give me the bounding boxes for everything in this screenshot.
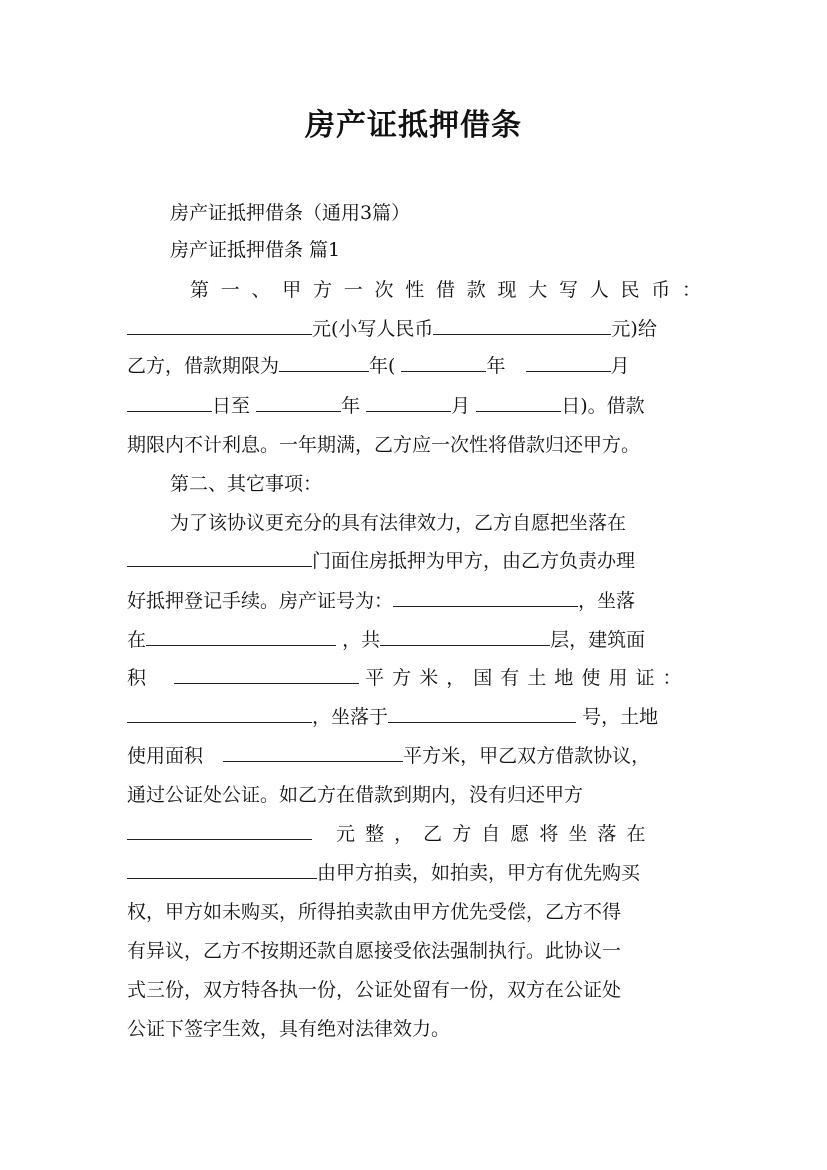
blank-floors — [380, 627, 550, 646]
text-frag: 积 — [127, 667, 147, 689]
text-line-14: 通过公证处公证。如乙方在借款到期内，没有归还甲方 — [127, 784, 584, 806]
text-frag: 年( — [369, 355, 396, 377]
text-frag: 元)给 — [611, 318, 657, 340]
text-line-8 — [127, 548, 701, 574]
text-line-9 — [127, 588, 701, 614]
text-frag: 在 — [127, 629, 147, 651]
text-line-10 — [127, 627, 701, 653]
text-line-4 — [127, 393, 701, 419]
text-line-13 — [127, 743, 701, 769]
text-line-12 — [127, 704, 701, 730]
text-line-1: 第 一 、 甲 方 一 次 性 借 款 现 大 写 人 民 币 ： — [190, 279, 701, 301]
text-line-20: 公证下签字生效，具有绝对法律效力。 — [127, 1018, 451, 1040]
blank-start-year — [401, 353, 486, 372]
text-frag: 门面住房抵押为甲方，由乙方负责办理 — [312, 550, 636, 572]
text-line-11 — [127, 665, 701, 691]
text-frag: 年 — [341, 395, 361, 417]
text-frag: 由甲方拍卖，如拍卖，甲方有优先购买 — [317, 862, 641, 884]
blank-start-month — [526, 353, 611, 372]
text-frag: 元(小写人民币 — [312, 318, 434, 340]
text-frag: 月 — [451, 395, 471, 417]
text-line-17: 权，甲方如未购买，所得拍卖款由甲方优先受偿，乙方不得 — [127, 901, 622, 923]
text-frag: 年 — [486, 355, 506, 377]
blank-end-month — [366, 393, 451, 412]
text-line-3 — [127, 353, 701, 379]
document-title: 房产证抵押借条 — [305, 108, 522, 143]
blank-years — [279, 353, 369, 372]
blank-outstanding-amount — [127, 821, 312, 840]
blank-floor-area — [174, 665, 359, 684]
text-frag: 使用面积 — [127, 745, 204, 767]
blank-end-year — [256, 393, 341, 412]
blank-auction-property — [127, 860, 317, 879]
text-frag: 元 整 ， 乙 方 自 愿 将 坐 落 在 — [336, 823, 648, 845]
text-line-7: 为了该协议更充分的具有法律效力，乙方自愿把坐落在 — [170, 512, 627, 534]
text-frag: 日至 — [212, 395, 251, 417]
text-line-18: 有异议，乙方不按期还款自愿接受依法强制执行。此协议一 — [127, 940, 622, 962]
blank-property-location — [127, 548, 312, 567]
text-frag: 平 方 米 ， 国 有 土 地 使 用 证 ： — [365, 667, 683, 689]
blank-address — [146, 627, 336, 646]
blank-amount-figures — [433, 316, 611, 335]
document-subtitle: 房产证抵押借条（通用3篇） — [170, 202, 411, 224]
blank-end-day — [476, 393, 561, 412]
section-two-heading: 第二、其它事项： — [170, 473, 323, 495]
text-frag: 号，土地 — [582, 706, 659, 728]
blank-start-day — [127, 393, 212, 412]
section-heading: 房产证抵押借条 篇1 — [170, 239, 341, 261]
blank-land-area — [223, 743, 403, 762]
text-line-15 — [127, 821, 701, 847]
blank-land-certificate — [127, 704, 312, 723]
text-line-19: 式三份，双方特各执一份，公证处留有一份，双方在公证处 — [127, 979, 622, 1001]
text-frag: 层，建筑面 — [550, 629, 646, 651]
text-line-5: 期限内不计利息。一年期满，乙方应一次性将借款归还甲方。 — [127, 434, 641, 456]
text-frag: 乙方，借款期限为 — [127, 355, 280, 377]
text-frag: ，坐落 — [578, 590, 636, 612]
text-frag: 平方米，甲乙双方借款协议， — [403, 745, 651, 767]
text-frag: 日)。借款 — [561, 395, 645, 417]
blank-land-location — [388, 704, 576, 723]
text-line-2 — [127, 316, 701, 342]
text-frag: 好抵押登记手续。房产证号为： — [127, 590, 394, 612]
blank-certificate-number — [393, 588, 578, 607]
text-line-16 — [127, 860, 701, 886]
text-frag: ，共 — [342, 629, 381, 651]
text-frag: ，坐落于 — [312, 706, 389, 728]
text-frag: 月 — [610, 355, 630, 377]
blank-amount-words — [127, 316, 312, 335]
